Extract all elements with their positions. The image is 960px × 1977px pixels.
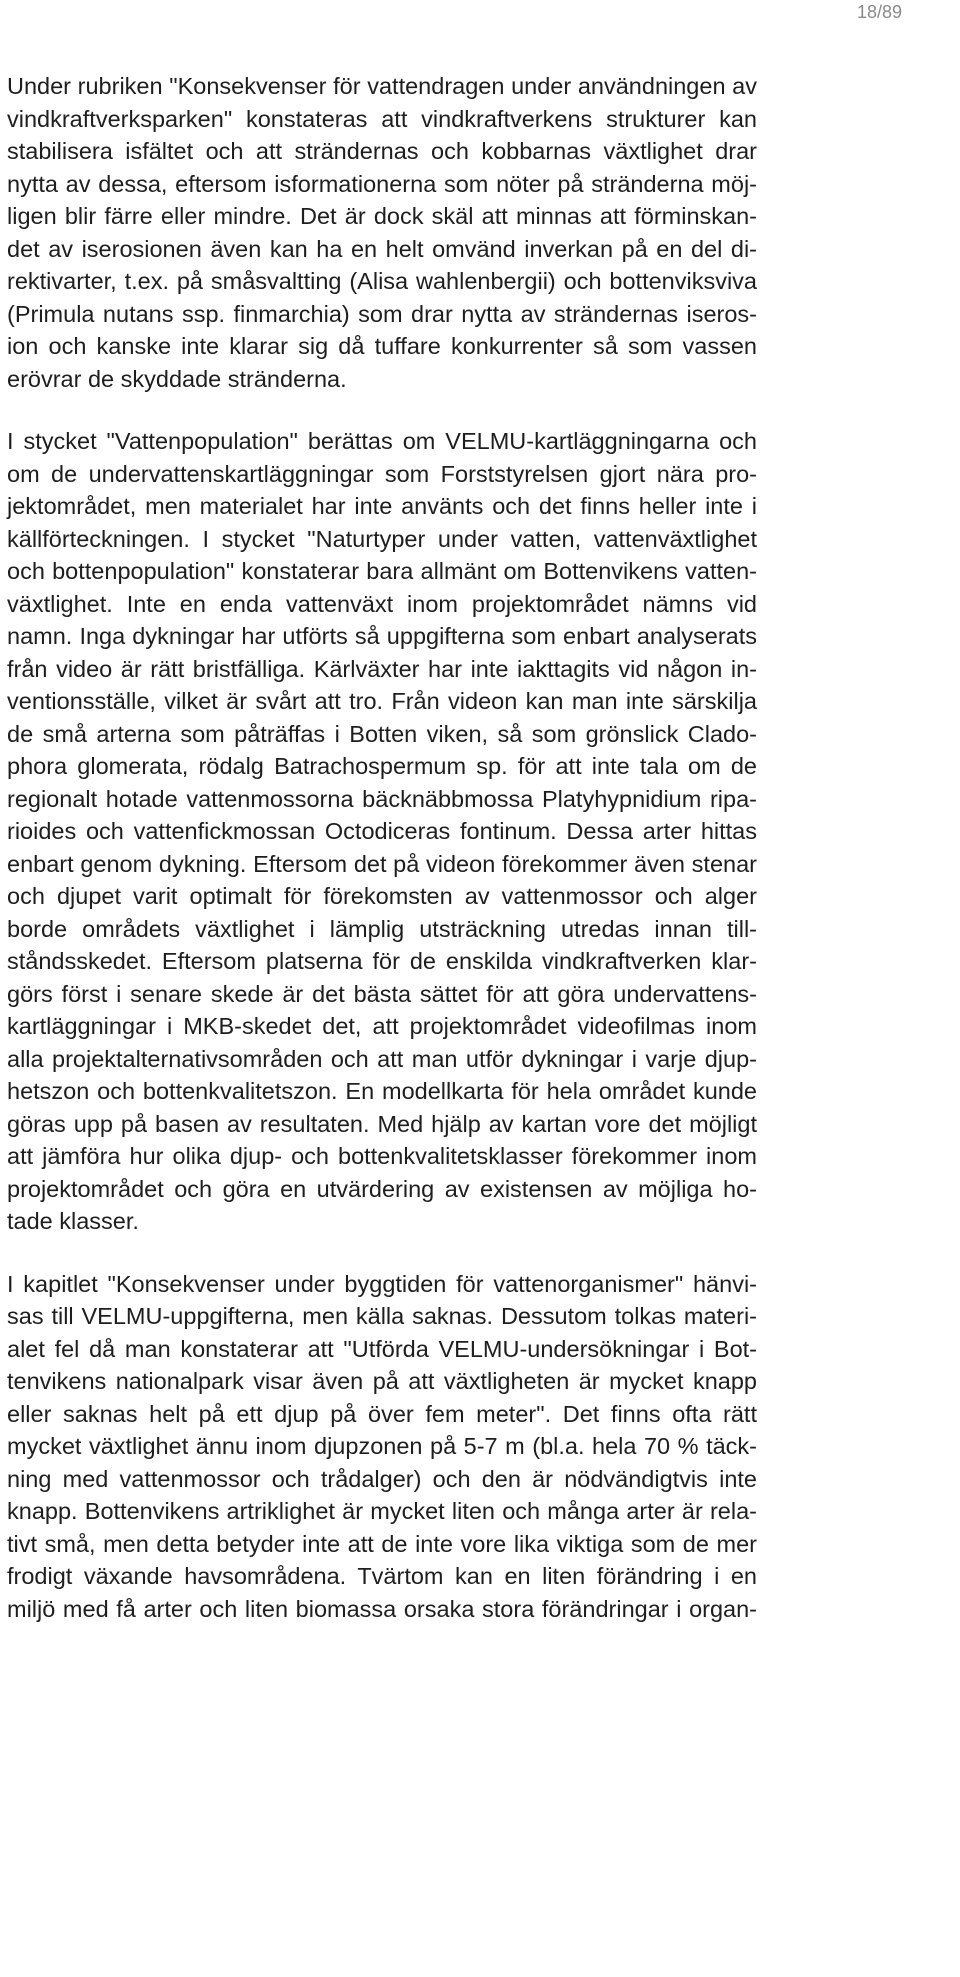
text-line: tenvikens nationalpark visar även på att växtligheten är mycket knapp: [7, 1368, 757, 1394]
text-line: hetszon och bottenkvalitetszon. En modellkarta för hela området kunde: [7, 1078, 757, 1104]
text-line: alla projektalternativsområden och att man utför dykningar i varje djup-: [7, 1045, 757, 1072]
text-line: (Primula nutans ssp. finmarchia) som drar nytta av strändernas iseros-: [7, 300, 757, 327]
text-line: de små arterna som påträffas i Botten viken, så som grönslick Clado-: [7, 720, 757, 747]
text-line: borde områdets växtlighet i lämplig utsträckning utredas innan till-: [7, 915, 757, 942]
document-body: [7, 70, 757, 1625]
text-line: växtlighet. Inte en enda vattenväxt inom projektområdet nämns vid: [7, 590, 757, 617]
page-number: 18/89: [856, 2, 902, 22]
text-line: Under rubriken "Konsekvenser för vattendragen under användningen av: [7, 73, 757, 99]
text-line: från video är rätt bristfälliga. Kärlväxter har inte iakttagits vid någon in-: [7, 655, 757, 682]
text-line: källförteckningen. I stycket "Naturtyper under vatten, vattenväxtlighet: [7, 525, 757, 552]
text-line: mycket växtlighet ännu inom djupzonen på 5-7 m (bl.a. hela 70 % täck-: [7, 1433, 757, 1459]
text-line: ion och kanske inte klarar sig då tuffare konkurrenter så som vassen: [7, 333, 757, 359]
text-line: regionalt hotade vattenmossorna bäcknäbbmossa Platyhypnidium ripa-: [7, 785, 757, 812]
text-line: namn. Inga dykningar har utförts så uppgifterna som enbart analyserats: [7, 623, 757, 649]
text-line: I kapitlet "Konsekvenser under byggtiden för vattenorganismer" hänvi-: [7, 1270, 757, 1297]
text-line: tivt små, men detta betyder inte att de inte vore lika viktiga som de mer: [7, 1530, 757, 1557]
text-line: miljö med få arter och liten biomassa orsaka stora förändringar i organ-: [7, 1595, 757, 1622]
text-line: alet fel då man konstaterar att "Utförda VELMU-undersökningar i Bot-: [7, 1335, 757, 1362]
text-line: ståndsskedet. Eftersom platserna för de enskilda vindkraftverken klar-: [7, 948, 757, 974]
paragraph: [7, 1268, 757, 1626]
text-line: ning med vattenmossor och trådalger) och den är nödvändigtvis inte: [7, 1465, 757, 1492]
text-line: knapp. Bottenvikens artriklighet är mycket liten och många arter är rela-: [7, 1498, 757, 1524]
text-line: enbart genom dykning. Eftersom det på videon förekommer även stenar: [7, 850, 757, 877]
text-line: stabilisera isfältet och att strändernas och kobbarnas växtlighet drar: [7, 138, 757, 164]
text-line: frodigt växande havsområdena. Tvärtom kan en liten förändring i en: [7, 1563, 757, 1589]
text-line: om de undervattenskartläggningar som Forststyrelsen gjort nära pro-: [7, 460, 757, 487]
text-line: ligen blir färre eller mindre. Det är dock skäl att minnas att förminskan-: [7, 203, 757, 229]
text-line: projektområdet och göra en utvärdering av existensen av möjliga ho-: [7, 1175, 757, 1202]
text-line: det av iserosionen även kan ha en helt omvänd inverkan på en del di-: [7, 235, 757, 262]
text-line: phora glomerata, rödalg Batrachospermum sp. för att inte tala om de: [7, 753, 757, 779]
text-line: eller saknas helt på ett djup på över fem meter". Det finns ofta rätt: [7, 1400, 757, 1427]
text-line: och bottenpopulation" konstaterar bara allmänt om Bottenvikens vatten-: [7, 558, 757, 584]
text-line: och djupet varit optimalt för förekomsten av vattenmossor och alger: [7, 883, 757, 909]
text-line: vindkraftverksparken" konstateras att vindkraftverkens strukturer kan: [7, 105, 757, 132]
paragraph: [7, 425, 757, 1238]
text-line: att jämföra hur olika djup- och bottenkvalitetsklasser förekommer inom: [7, 1143, 757, 1169]
text-line: nytta av dessa, eftersom isformationerna som nöter på stränderna möj-: [7, 170, 757, 197]
text-line: kartläggningar i MKB-skedet det, att projektområdet videofilmas inom: [7, 1013, 757, 1039]
text-line: tade klasser.: [7, 1208, 139, 1234]
text-line: ventionsställe, vilket är svårt att tro. Från videon kan man inte särskilja: [7, 688, 757, 714]
text-line: jektområdet, men materialet har inte använts och det finns heller inte i: [7, 493, 757, 519]
text-line: görs först i senare skede är det bästa sättet för att göra undervattens-: [7, 980, 757, 1007]
text-line: rioides och vattenfickmossan Octodiceras fontinum. Dessa arter hittas: [7, 818, 757, 844]
text-line: I stycket "Vattenpopulation" berättas om VELMU-kartläggningarna och: [7, 428, 757, 454]
text-line: sas till VELMU-uppgifterna, men källa saknas. Dessutom tolkas materi-: [7, 1303, 757, 1329]
text-line: rektivarter, t.ex. på småsvaltting (Alisa wahlenbergii) och bottenviksviva: [7, 268, 757, 294]
text-line: erövrar de skyddade stränderna.: [7, 365, 347, 392]
text-line: göras upp på basen av resultaten. Med hjälp av kartan vore det möjligt: [7, 1110, 757, 1137]
paragraph: [7, 70, 757, 395]
